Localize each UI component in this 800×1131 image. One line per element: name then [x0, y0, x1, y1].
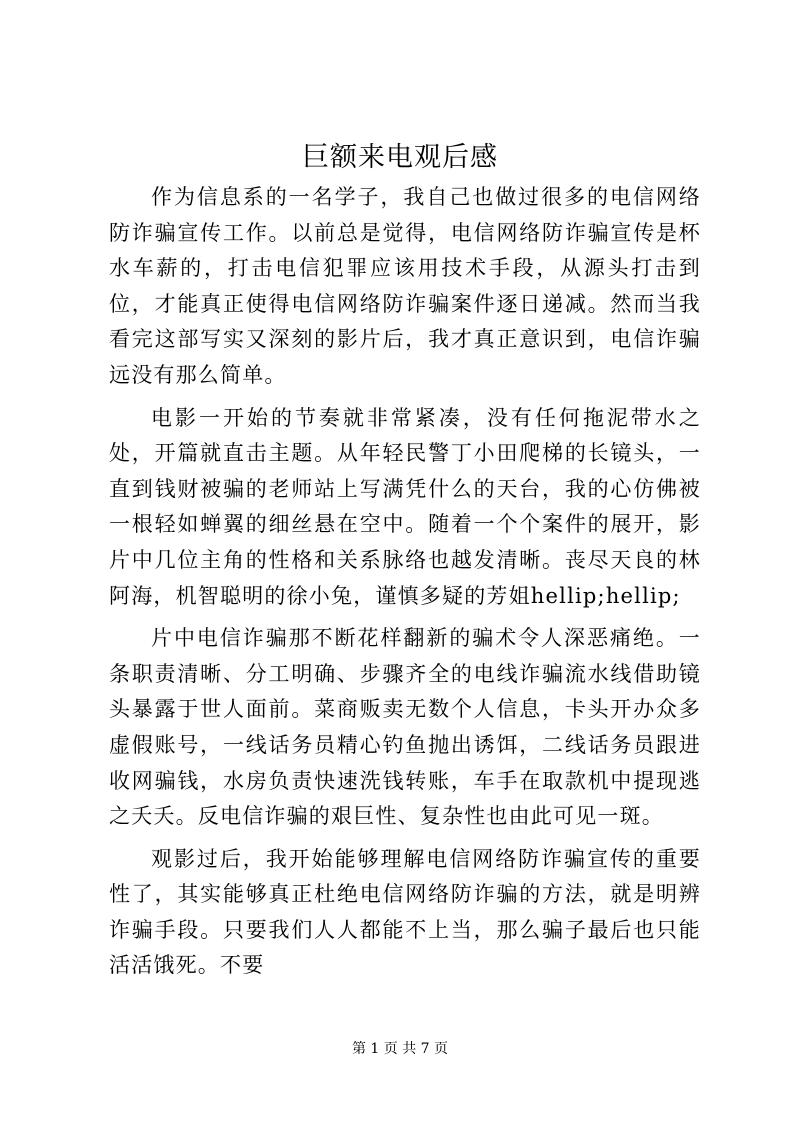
document-title: 巨额来电观后感 — [302, 142, 498, 173]
paragraph-1: 作为信息系的一名学子，我自己也做过很多的电信网络防诈骗宣传工作。以前总是觉得，电信网络防诈骗宣传是杯水车薪的，打击电信犯罪应该用技术手段，从源头打击到位，才能真正使得电信网络防诈骗案件逐日递减。然而当我看完这部写实又深刻的影片后，我才真正意识到，电信诈骗远没有那么简单。 — [109, 185, 701, 387]
paragraph-3: 片中电信诈骗那不断花样翻新的骗术令人深恶痛绝。一条职责清晰、分工明确、步骤齐全的电线诈骗流水线借助镜头暴露于世人面前。菜商贩卖无数个人信息，卡头开办众多虚假账号，一线话务员精心钓鱼抛出诱饵，二线话务员跟进收网骗钱，水房负责快速洗钱转账，车手在取款机中提现逃之夭夭。反电信诈骗的艰巨性、复杂性也由此可见一斑。 — [109, 626, 701, 829]
paragraph-2: 电影一开始的节奏就非常紧凑，没有任何拖泥带水之处，开篇就直击主题。从年轻民警丁小田爬梯的长镜头，一直到钱财被骗的老师站上写满凭什么的天台，我的心仿佛被一根轻如蝉翼的细丝悬在空中。随着一个个案件的展开，影片中几位主角的性格和关系脉络也越发清晰。丧尽天良的林阿海，机智聪明的徐小兔，谨慎多疑的芳姐hellip;hellip; — [109, 405, 701, 608]
paragraph-4: 观影过后，我开始能够理解电信网络防诈骗宣传的重要性了，其实能够真正杜绝电信网络防诈骗的方法，就是明辨诈骗手段。只要我们人人都能不上当，那么骗子最后也只能活活饿死。不要 — [109, 846, 701, 978]
document-body — [109, 180, 701, 984]
page-number-footer: 第 1 页 共 7 页 — [351, 1041, 449, 1057]
